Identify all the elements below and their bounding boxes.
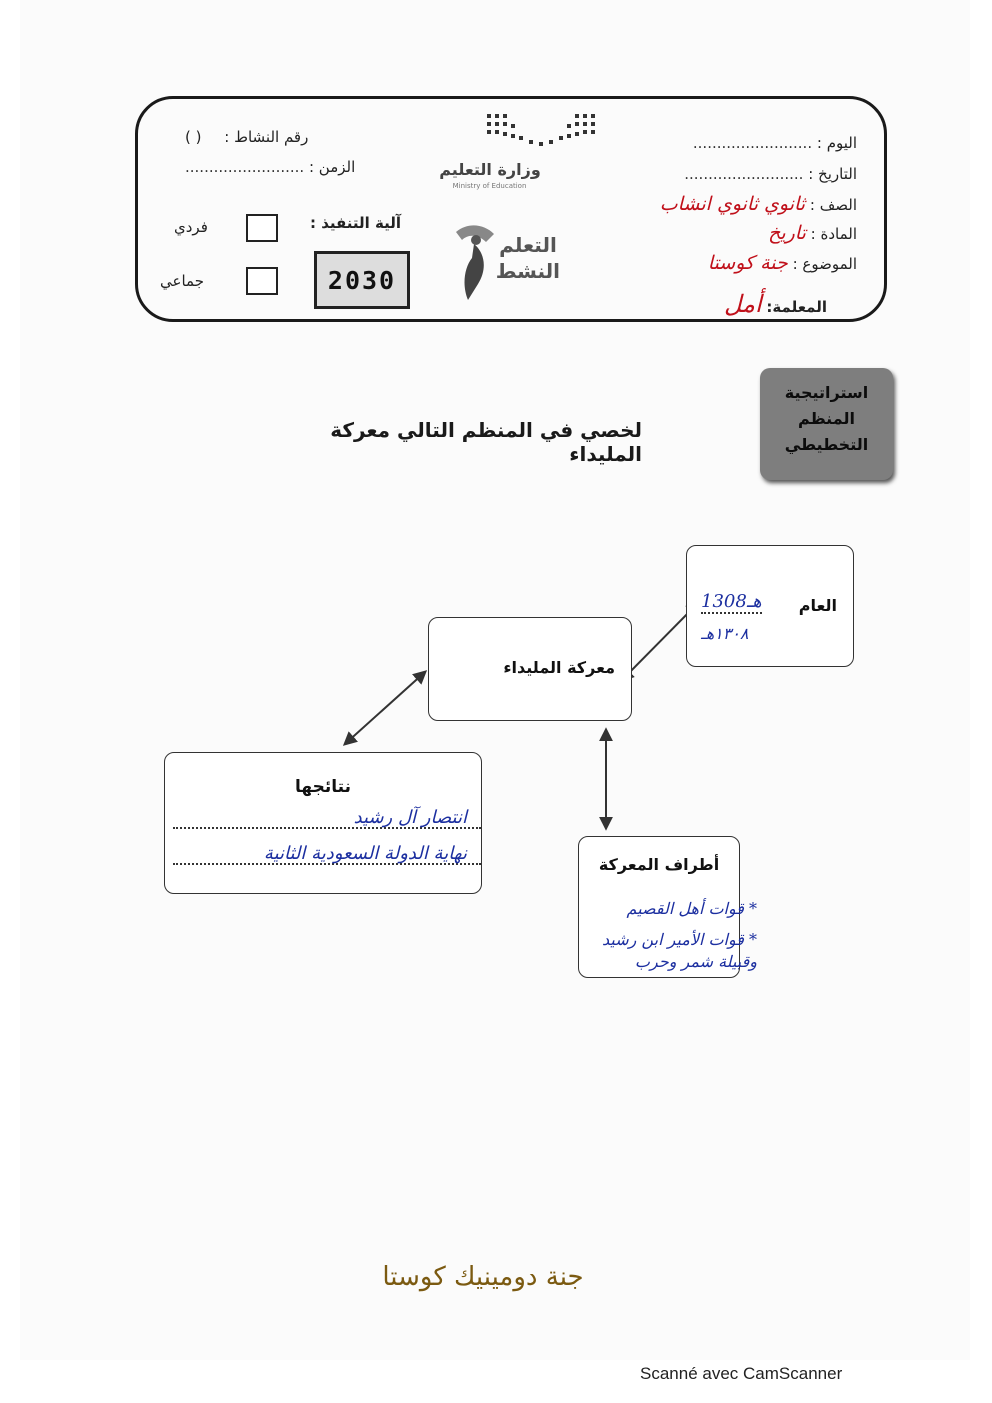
day-dots: ......................... bbox=[692, 134, 813, 152]
result-2-text: نهاية الدولة السعودية الثانية bbox=[263, 843, 467, 864]
date-label: التاريخ : bbox=[808, 165, 857, 183]
individual-label: فردي bbox=[174, 218, 208, 236]
year-box bbox=[686, 545, 854, 667]
teacher-label: المعلمة: bbox=[766, 298, 827, 316]
activity-number-label: رقم النشاط : bbox=[224, 128, 309, 146]
topic-label: الموضوع : bbox=[792, 255, 857, 273]
ministry-name-en: Ministry of Education bbox=[452, 182, 527, 190]
scanner-watermark: Scanné avec CamScanner bbox=[640, 1364, 843, 1383]
activity-number-value: ( ) bbox=[185, 128, 202, 146]
subject-value: تاريخ bbox=[768, 222, 806, 244]
parties-box bbox=[578, 836, 757, 978]
execution-label: آلية التنفيذ : bbox=[310, 214, 402, 232]
day-label: اليوم : bbox=[816, 134, 857, 152]
time-dots: ......................... bbox=[185, 158, 305, 176]
center-topic-box bbox=[428, 617, 632, 721]
active-learning-logo-text: التعلم النشط bbox=[495, 233, 560, 283]
ministry-name: وزارة التعليم bbox=[439, 160, 541, 179]
party-2-text: * قوات الأمير ابن رشيد وقبيلة شمر وحرب bbox=[602, 930, 757, 971]
vision-2030-logo: 2030 bbox=[314, 251, 410, 309]
strategy-badge: استراتيجية المنظم التخطيطي bbox=[760, 368, 893, 480]
date-dots: ......................... bbox=[684, 165, 804, 183]
class-label: الصف : bbox=[809, 196, 857, 214]
topic-value: جنة كوستا bbox=[707, 252, 788, 274]
parties-title: أطراف المعركة bbox=[598, 855, 720, 874]
class-value: ثانوي ثانوي انشاب bbox=[659, 193, 806, 215]
party-1-text: * قوات أهل القصيم bbox=[626, 899, 757, 918]
result-1-text: انتصار آل رشيد bbox=[353, 807, 467, 828]
year-label: العام bbox=[798, 596, 837, 615]
center-topic-title: معركة المليداء bbox=[503, 658, 615, 677]
results-box bbox=[164, 752, 482, 894]
time-label: الزمن : bbox=[308, 158, 356, 176]
teacher-value: أمل bbox=[723, 290, 762, 318]
arrow-center-results bbox=[345, 672, 425, 744]
instruction-text: لخصي في المنظم التالي معركة المليداء bbox=[330, 418, 642, 466]
footer-credit: جنة دومينيك كوستا bbox=[382, 1262, 584, 1292]
subject-label: المادة : bbox=[810, 225, 857, 243]
results-title: نتائجها bbox=[295, 777, 351, 797]
year-value: 1308هـ bbox=[701, 591, 762, 612]
year-value-alt: ١٣٠٨هـ bbox=[701, 624, 749, 643]
group-label: جماعي bbox=[160, 272, 204, 290]
